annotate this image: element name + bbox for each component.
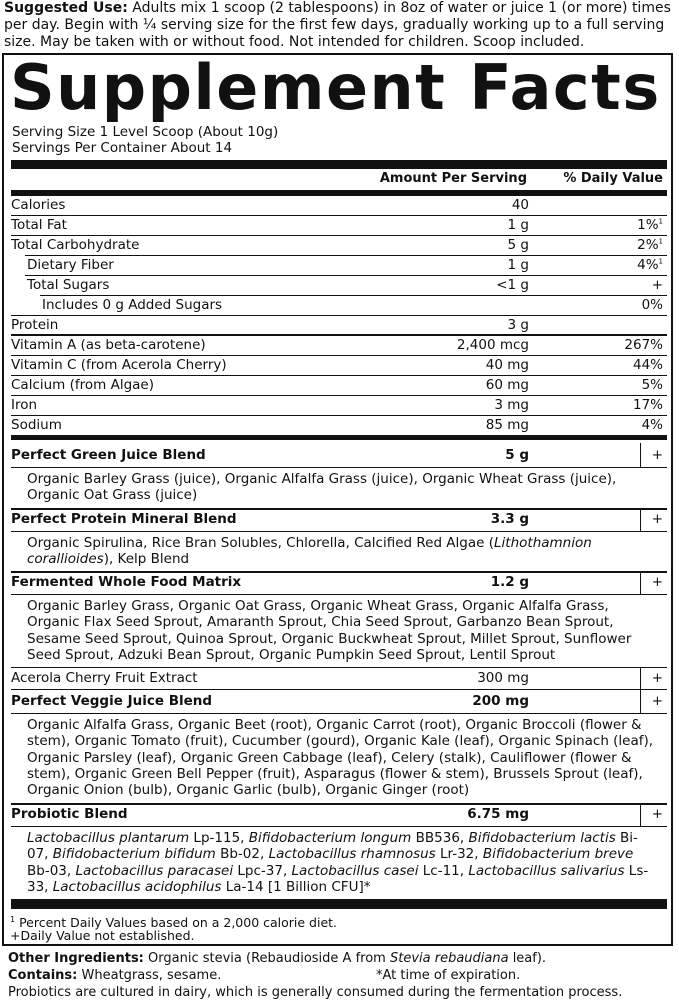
- row-rule: [11, 826, 667, 827]
- blend-amount: 1.2 g: [490, 574, 529, 590]
- contains-line: Contains: Wheatgrass, sesame. *At time of expiration.: [8, 968, 521, 983]
- nutrient-amount: 60 mg: [485, 377, 529, 393]
- blend-dv: +: [651, 447, 663, 463]
- suggested-use-label: Suggested Use:: [4, 0, 128, 16]
- row-rule-thick: [11, 334, 667, 336]
- column-headers: [11, 171, 667, 189]
- footnote-dv: $^1$ Percent Daily Values based on a 2,000 calorie diet.: [10, 915, 338, 931]
- amount-header: Amount Per Serving: [379, 171, 527, 186]
- column-separator: [640, 573, 641, 594]
- nutrient-amount: 40: [511, 197, 529, 213]
- row-rule: [11, 667, 667, 668]
- nutrient-name: Total Carbohydrate: [11, 237, 140, 253]
- nutrient-amount: 1 g: [507, 257, 529, 273]
- nutrient-row-total-fat: [11, 217, 667, 235]
- blend-dv: +: [651, 574, 663, 590]
- blend-amount: 300 mg: [477, 670, 529, 686]
- nutrient-dv: 4%: [641, 417, 663, 433]
- nutrient-name: Vitamin C (from Acerola Cherry): [11, 357, 227, 373]
- column-separator: [640, 690, 641, 713]
- bottom-info: [8, 950, 676, 1001]
- nutrient-amount: 2,400 mcg: [456, 337, 529, 353]
- nutrient-name: Calories: [11, 197, 66, 213]
- probiotics-note: Probiotics are cultured in dairy, which is generally consumed during the fermentation process.: [8, 985, 623, 1000]
- blend-row-acerola: [11, 670, 667, 688]
- nutrient-row-dietary-fiber: [11, 257, 667, 275]
- blend-amount: 5 g: [505, 447, 529, 463]
- footnote-not-established: +Daily Value not established.: [10, 928, 195, 943]
- row-rule: [11, 235, 667, 236]
- row-rule-thick: [11, 508, 667, 510]
- suggested-use-text: Adults mix 1 scoop (2 tablespoons) in 8oz of water or juice 1 (or more) times per day. Begin with ¼ serving size for the first few days, gradually working up to a full serving size. May be taken with or without food. Not intended for children. Scoop included.: [4, 0, 671, 50]
- row-rule: [11, 467, 667, 468]
- row-rule: [11, 355, 667, 356]
- blend-name: Acerola Cherry Fruit Extract: [11, 670, 198, 686]
- nutrient-row-protein: [11, 317, 667, 335]
- dv-header: % Daily Value: [563, 171, 663, 186]
- panel-title: Supplement Facts: [10, 51, 661, 124]
- row-rule: [11, 375, 667, 376]
- nutrient-dv: 0%: [641, 297, 663, 313]
- row-rule: [11, 594, 667, 595]
- row-rule: [11, 531, 667, 532]
- nutrient-dv: 2%$^1$: [637, 237, 663, 253]
- blend-name: Perfect Green Juice Blend: [11, 447, 206, 463]
- nutrient-dv: 5%: [641, 377, 663, 393]
- nutrient-amount: 5 g: [507, 237, 529, 253]
- nutrient-row-vitamin-a: [11, 337, 667, 355]
- nutrient-amount: 3 mg: [494, 397, 529, 413]
- nutrient-row-added-sugars: [11, 297, 667, 315]
- nutrient-amount: <1 g: [496, 277, 529, 293]
- nutrient-name: Iron: [11, 397, 38, 413]
- row-rule: [25, 255, 667, 256]
- nutrient-name: Calcium (from Algae): [11, 377, 154, 393]
- blend-name: Perfect Veggie Juice Blend: [11, 693, 213, 709]
- nutrient-name: Dietary Fiber: [27, 257, 114, 273]
- blend-row-probiotic: [11, 806, 667, 824]
- row-rule: [11, 713, 667, 714]
- row-rule: [25, 275, 667, 276]
- row-rule: [40, 295, 667, 296]
- serving-size: Serving Size 1 Level Scoop (About 10g): [12, 124, 279, 140]
- column-separator: [640, 805, 641, 826]
- nutrient-amount: 85 mg: [485, 417, 529, 433]
- row-rule: [11, 415, 667, 416]
- blend-desc-protein-mineral: Organic Spirulina, Rice Bran Solubles, Chlorella, Calcified Red Algae (Lithothamnion corallioides), Kelp Blend: [27, 535, 592, 568]
- blend-name: Perfect Protein Mineral Blend: [11, 511, 237, 527]
- servings-per-container: Servings Per Container About 14: [12, 140, 233, 156]
- bottom-thick-bar: [11, 899, 667, 909]
- nutrient-name: Includes 0 g Added Sugars: [42, 297, 223, 313]
- nutrient-dv: +: [651, 277, 663, 293]
- blend-name: Fermented Whole Food Matrix: [11, 574, 242, 590]
- column-separator: [640, 667, 641, 689]
- header-bar: [11, 190, 667, 196]
- nutrient-dv: 4%$^1$: [637, 257, 663, 273]
- row-rule-thick: [11, 803, 667, 805]
- nutrient-row-calcium: [11, 377, 667, 395]
- blend-desc-probiotic: Lactobacillus plantarum Lp-115, Bifidobacterium longum BB536, Bifidobacterium lactis Bi-07, Bifidobacterium bifidum Bb-02, Lactobacillus rhamnosus Lr-32, Bifidobacterium breve Bb-03, Lactobacillus paracasei Lpc-37, Lactobacillus casei Lc-11, Lactobacillus salivarius Ls-33, Lactobacillus acidophilus La-14 [1 Billion CFU]*: [27, 830, 649, 895]
- nutrient-amount: 3 g: [507, 317, 529, 333]
- blend-desc-veggie-juice: Organic Alfalfa Grass, Organic Beet (root), Organic Carrot (root), Organic Broccoli (flower & stem), Organic Tomato (fruit), Cucumber (gourd), Organic Kale (leaf), Organic Spinach (leaf), Organic Parsley (leaf), Organic Green Cabbage (leaf), Celery (stalk), Cauliflower (flower & stem), Organic Green Bell Pepper (fruit), Asparagus (flower & stem), Brussels Sprout (leaf), Organic Onion (bulb), Organic Garlic (bulb), Organic Ginger (root): [27, 717, 654, 799]
- nutrient-dv: 17%: [632, 397, 663, 413]
- nutrient-name: Sodium: [11, 417, 62, 433]
- blend-row-fermented: [11, 574, 667, 592]
- nutrient-row-total-sugars: [11, 277, 667, 295]
- nutrient-row-sodium: [11, 417, 667, 435]
- nutrient-row-vitamin-c: [11, 357, 667, 375]
- row-rule: [11, 215, 667, 216]
- blend-amount: 3.3 g: [490, 511, 529, 527]
- blend-desc-green-juice: Organic Barley Grass (juice), Organic Alfalfa Grass (juice), Organic Wheat Grass (juice), Organic Oat Grass (juice): [27, 471, 617, 504]
- blend-dv: +: [651, 806, 663, 822]
- section-bar: [11, 435, 667, 440]
- row-rule: [11, 689, 667, 690]
- nutrient-row-total-carbohydrate: [11, 237, 667, 255]
- blend-row-veggie-juice: [11, 693, 667, 711]
- other-ingredients: Other Ingredients: Organic stevia (Rebaudioside A from Stevia rebaudiana leaf).: [8, 951, 547, 966]
- suggested-use: [4, 0, 674, 51]
- row-rule-thick: [11, 571, 667, 573]
- blend-name: Probiotic Blend: [11, 806, 128, 822]
- row-rule: [11, 315, 667, 316]
- nutrient-dv: 1%$^1$: [637, 217, 663, 233]
- nutrient-name: Vitamin A (as beta-carotene): [11, 337, 206, 353]
- nutrient-name: Protein: [11, 317, 59, 333]
- blend-row-green-juice: [11, 447, 667, 465]
- nutrient-name: Total Sugars: [27, 277, 110, 293]
- column-separator: [640, 510, 641, 531]
- blend-dv: +: [651, 670, 663, 686]
- top-thick-bar: [11, 160, 667, 169]
- blend-row-protein-mineral: [11, 511, 667, 529]
- nutrient-row-calories: [11, 197, 667, 215]
- blend-amount: 200 mg: [472, 693, 529, 709]
- blend-desc-fermented: Organic Barley Grass, Organic Oat Grass, Organic Wheat Grass, Organic Alfalfa Grass, Organic Flax Seed Sprout, Amaranth Sprout, Chia Seed Sprout, Garbanzo Bean Sprout, Sesame Seed Sprout, Quinoa Sprout, Organic Buckwheat Sprout, Millet Sprout, Sunflower Seed Sprout, Adzuki Bean Sprout, Organic Pumpkin Seed Sprout, Lentil Sprout: [27, 598, 632, 663]
- nutrient-name: Total Fat: [11, 217, 67, 233]
- blend-dv: +: [651, 693, 663, 709]
- column-separator: [640, 443, 641, 467]
- serving-info: [12, 124, 278, 156]
- nutrient-row-iron: [11, 397, 667, 415]
- blend-amount: 6.75 mg: [467, 806, 529, 822]
- nutrient-amount: 1 g: [507, 217, 529, 233]
- row-rule: [11, 395, 667, 396]
- blend-dv: +: [651, 511, 663, 527]
- nutrient-dv: 44%: [632, 357, 663, 373]
- expiration-note: *At time of expiration.: [376, 968, 521, 983]
- nutrient-amount: 40 mg: [485, 357, 529, 373]
- nutrient-dv: 267%: [624, 337, 663, 353]
